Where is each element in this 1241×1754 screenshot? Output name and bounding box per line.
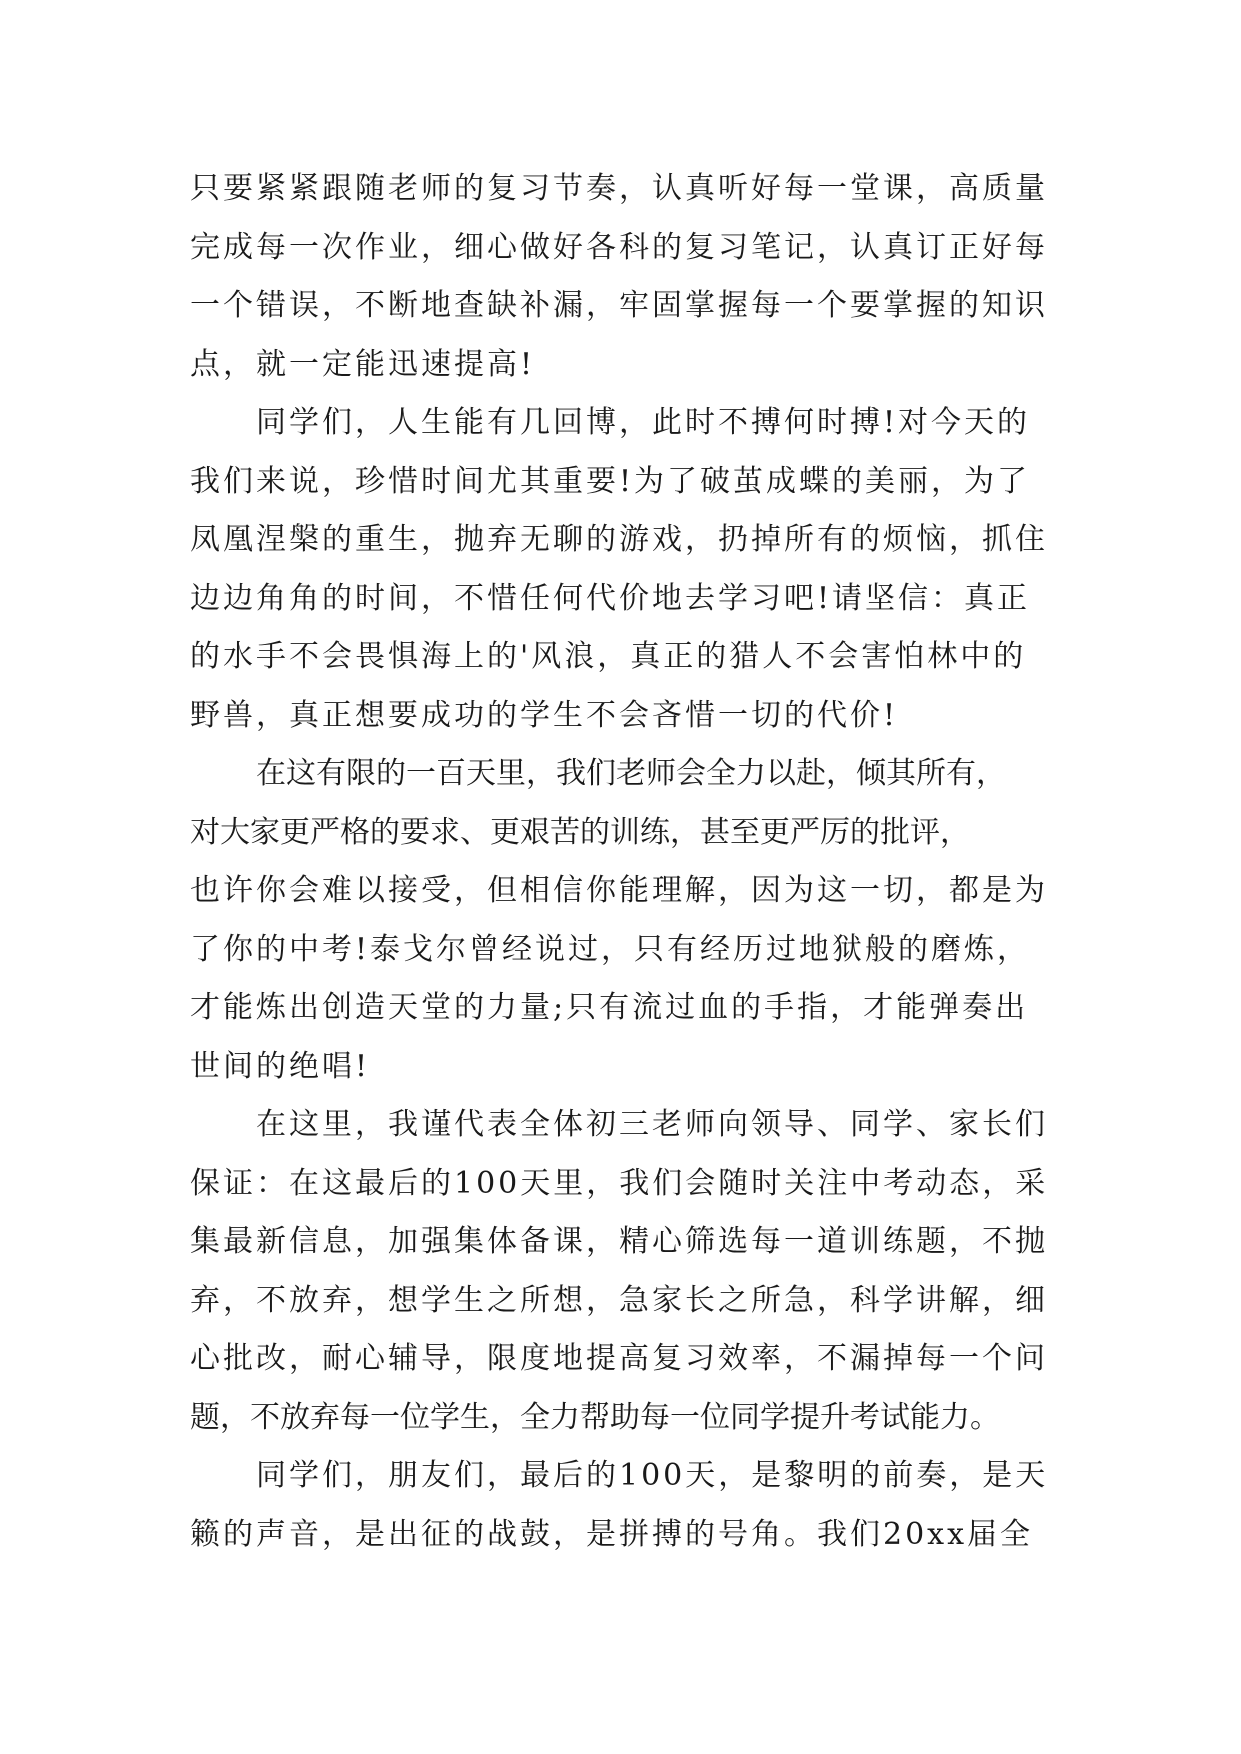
text-line: 我们来说，珍惜时间尤其重要!为了破茧成蝶的美丽，为了: [190, 463, 1031, 499]
text-line: 的水手不会畏惧海上的'风浪，真正的猎人不会害怕林中的: [190, 639, 1027, 674]
text-line: 在这有限的一百天里，我们老师会全力以赴，倾其所有，: [256, 756, 1006, 791]
text-line: 才能炼出创造天堂的力量;只有流过血的手指，才能弹奏出: [190, 990, 1029, 1025]
text-line: 集最新信息，加强集体备课，精心筛选每一道训练题，不抛: [190, 1224, 1048, 1259]
text-line: 边边角角的时间，不惜任何代价地去学习吧!请坚信：真正: [190, 580, 1031, 616]
document-body: [190, 160, 1050, 1564]
text-line: 籁的声音，是出征的战鼓，是拼搏的号角。我们20xx届全: [190, 1516, 1034, 1552]
text-line: 一个错误，不断地查缺补漏，牢固掌握每一个要掌握的知识: [190, 288, 1048, 323]
text-line: 野兽，真正想要成功的学生不会吝惜一切的代价!: [190, 697, 899, 733]
text-line: 同学们，人生能有几回博，此时不搏何时搏!对今天的: [256, 405, 1031, 440]
text-line: 题，不放弃每一位学生，全力帮助每一位同学提升考试能力。: [190, 1399, 1000, 1435]
text-line: 点，就一定能迅速提高!: [190, 346, 536, 382]
text-line: 心批改，耐心辅导，限度地提高复习效率，不漏掉每一个问: [190, 1341, 1048, 1376]
text-line: 完成每一次作业，细心做好各科的复习笔记，认真订正好每: [190, 229, 1048, 265]
text-line: 同学们，朋友们，最后的100天，是黎明的前奏，是天: [256, 1458, 1049, 1493]
text-line: 在这里，我谨代表全体初三老师向领导、同学、家长们: [256, 1107, 1048, 1142]
text-line: 只要紧紧跟随老师的复习节奏，认真听好每一堂课，高质量: [190, 171, 1048, 206]
text-line: 凤凰涅槃的重生，抛弃无聊的游戏，扔掉所有的烦恼，抓住: [190, 522, 1048, 557]
text-line: 弃，不放弃，想学生之所想，急家长之所急，科学讲解，细: [190, 1282, 1048, 1318]
text-line: 了你的中考!泰戈尔曾经说过，只有经历过地狱般的磨炼，: [190, 931, 1031, 967]
text-line: 也许你会难以接受，但相信你能理解，因为这一切，都是为: [190, 873, 1048, 908]
text-line: 保证：在这最后的100天里，我们会随时关注中考动态，采: [190, 1165, 1049, 1201]
text-line: 世间的绝唱!: [190, 1048, 371, 1084]
text-line: 对大家更严格的要求、更艰苦的训练，甚至更严厉的批评，: [190, 814, 970, 850]
